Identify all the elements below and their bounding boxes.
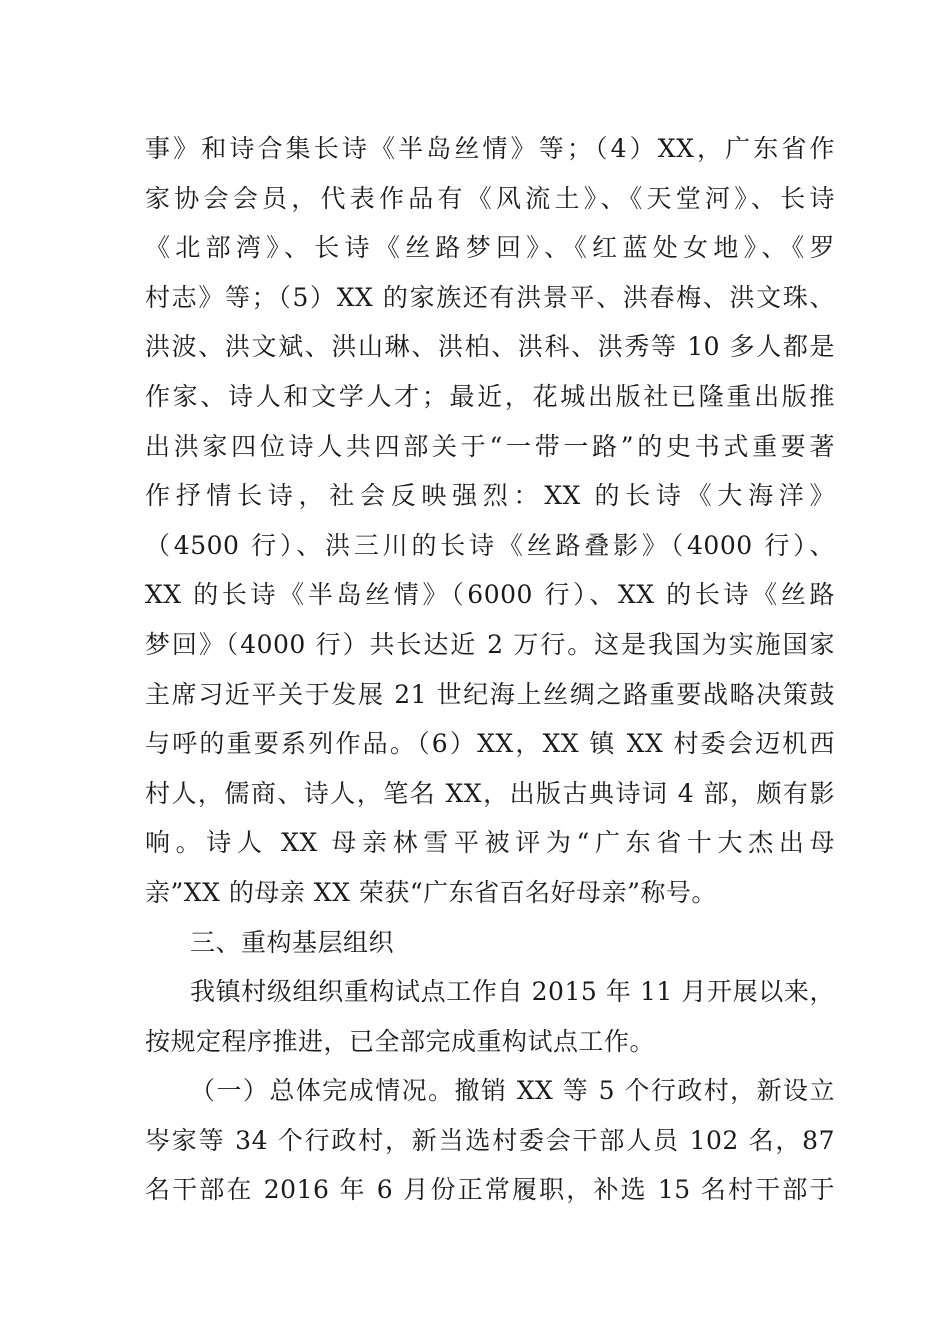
text-line: 亲”XX 的母亲 XX 荣获“广东省百名好母亲”称号。 [145,877,717,907]
text-line: XX 的长诗《半岛丝情》（6000 行）、XX 的长诗《丝路 [145,580,835,610]
paragraph-first-line: 我镇村级组织重构试点工作自 2015 年 11 月开展以来， [190,977,835,1007]
text-line: 家协会会员，代表作品有《风流土》、《天堂河》、长诗 [145,183,835,213]
body-text [145,124,835,1215]
text-line: 作抒情长诗，社会反映强烈：XX 的长诗《大海洋》 [145,481,835,511]
text-line: 村志》等；（5）XX 的家族还有洪景平、洪春梅、洪文珠、 [145,282,835,312]
text-line: 出洪家四位诗人共四部关于“一带一路”的史书式重要著 [145,431,835,461]
text-line: 按规定程序推进，已全部完成重构试点工作。 [145,1026,656,1056]
text-line: 主席习近平关于发展 21 世纪海上丝绸之路重要战略决策鼓 [145,679,835,709]
text-line: 岑家等 34 个行政村，新当选村委会干部人员 102 名，87 [145,1125,835,1155]
paragraph-first-line: （一）总体完成情况。撤销 XX 等 5 个行政村，新设立 [190,1076,835,1106]
text-line: 《北部湾》、长诗《丝路梦回》、《红蓝处女地》、《罗 [145,233,835,263]
text-line: 梦回》（4000 行）共长达近 2 万行。这是我国为实施国家 [145,629,835,659]
text-line: 作家、诗人和文学人才；最近，花城出版社已隆重出版推 [145,381,835,411]
text-line: 村人，儒商、诗人，笔名 XX，出版古典诗词 4 部，颇有影 [145,778,835,808]
section-heading: 三、重构基层组织 [190,927,395,957]
text-line: 响。诗人 XX 母亲林雪平被评为“广东省十大杰出母 [145,828,835,858]
text-line: 与呼的重要系列作品。（6）XX，XX 镇 XX 村委会迈机西 [145,729,835,759]
text-line: 名干部在 2016 年 6 月份正常履职，补选 15 名村干部于 [145,1175,835,1205]
text-line: 事》和诗合集长诗《半岛丝情》等；（4）XX，广东省作 [145,134,835,163]
text-line: 洪波、洪文斌、洪山琳、洪柏、洪科、洪秀等 10 多人都是 [145,332,835,362]
text-line: （4500 行）、洪三川的长诗《丝路叠影》（4000 行）、 [145,530,835,560]
